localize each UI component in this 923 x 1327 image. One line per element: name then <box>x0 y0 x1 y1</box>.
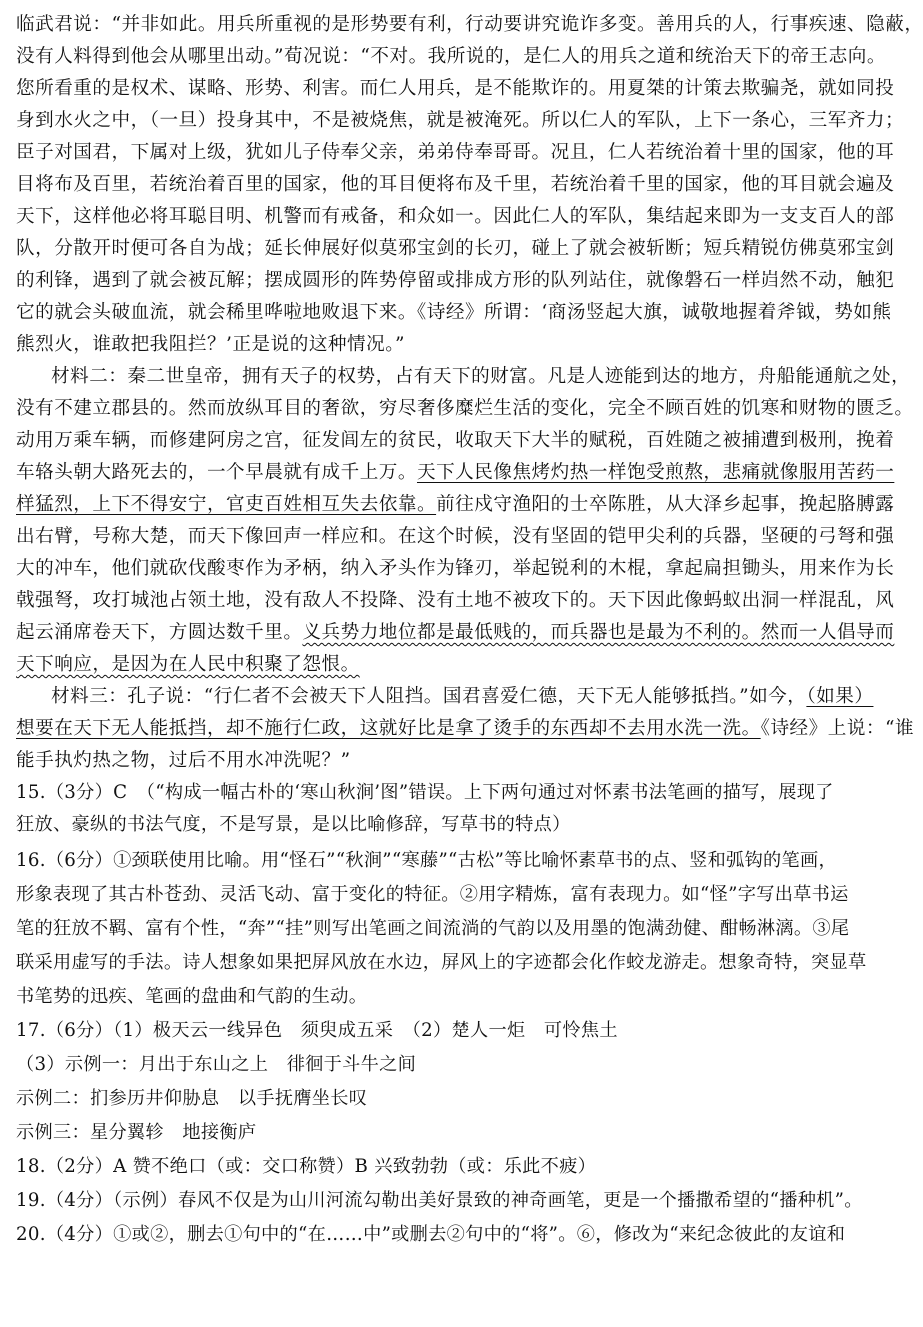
text-line: 笔的狂放不羁、富有个性，“奔”“挂”则写出笔画之间流淌的气韵以及用墨的饱满劲健、酣畅淋漓。③尾 <box>16 918 850 939</box>
text-line: 熊烈火，谁敢把我阻拦？’正是说的这种情况。” <box>16 334 405 355</box>
text-line: 没有不建立郡县的。然而放纵耳目的奢欲，穷尽奢侈糜烂生活的变化，完全不顾百姓的饥寒和财物的匮乏。 <box>16 398 914 419</box>
text-line: 示例三：星分翼轸 地接衡庐 <box>16 1122 257 1143</box>
text-line <box>16 650 884 680</box>
text-line: 能手执灼热之物，过后不用水冲洗呢？” <box>16 750 351 771</box>
text-line: 它的就会头破血流，就会稀里哗啦地败退下来。《诗经》所谓：‘商汤竖起大旗，诚敬地握着斧钺，势如熊 <box>16 302 892 323</box>
plain-text: 车辂头朝大路死去的，一个早晨就有成千上万。 <box>16 462 417 483</box>
text-line: 动用万乘车辆，而修建阿房之宫，征发闾左的贫民，收取天下大半的赋税，百姓随之被捕遭到极刑，挽着 <box>16 430 895 451</box>
plain-text: 前往戍守渔阳的士卒陈胜，从大泽乡起事，挽起胳膊露 <box>436 494 895 515</box>
answer-16: 16.（6分）①颈联使用比喻。用“怪石”“秋涧”“寒藤”“古松”等比喻怀素草书的点、竖和弧钩的笔画， <box>16 850 838 871</box>
text-line <box>16 618 895 648</box>
underlined-text: 想要在天下无人能抵挡，却不施行仁政，这就好比是拿了烫手的东西却不去用水洗一洗。 <box>16 718 761 739</box>
answer-20: 20.（4分）①或②，删去①句中的“在……中”或删去②句中的“将”。⑥，修改为“来纪念彼此的友谊和 <box>16 1224 846 1245</box>
text-line <box>16 490 895 520</box>
wavy-underlined-text: 天下响应，是因为在人民中积聚了怨恨。 <box>16 654 360 675</box>
text-line: 您所看重的是权术、谋略、形势、利害。而仁人用兵，是不能欺诈的。用夏桀的计策去欺骗尧，就如同投 <box>16 78 895 99</box>
answer-15: 15.（3分）C （“构成一幅古朴的‘寒山秋涧’图”错误。上下两句通过对怀素书法笔画的描写，展现了 <box>16 782 834 803</box>
text-line: 狂放、豪纵的书法气度，不是写景，是以比喻修辞，写草书的特点） <box>16 814 571 835</box>
text-line: 天下，这样他必将耳聪目明、机警而有戒备，和众如一。因此仁人的军队，集结起来即为一支支百人的部 <box>16 206 895 227</box>
underlined-text: （如果） <box>806 686 874 707</box>
text-line: 临武君说：“并非如此。用兵所重视的是形势要有利，行动要讲究诡诈多变。善用兵的人，行事疾速、隐蔽， <box>16 14 923 35</box>
text-line: 书笔势的迅疾、笔画的盘曲和气韵的生动。 <box>16 986 368 1007</box>
plain-text: 起云涌席卷天下，方圆达数千里。 <box>16 622 303 643</box>
answer-17: 17.（6分）（1）极天云一线异色 须臾成五采 （2）楚人一炬 可怜焦土 <box>16 1020 618 1041</box>
underlined-text: 样猛烈，上下不得安宁，官吏百姓相互失去依靠。 <box>16 494 437 515</box>
material-2-heading-line: 材料二：秦二世皇帝，拥有天子的权势，占有天下的财富。凡是人迹能到达的地方，舟船能通航之处， <box>51 366 911 387</box>
text-line: 戟强弩，攻打城池占领土地，没有敌人不投降、没有土地不被攻下的。天下因此像蚂蚁出洞一样混乱，风 <box>16 590 895 611</box>
text-line: 形象表现了其古朴苍劲、灵活飞动、富于变化的特征。②用字精炼，富有表现力。如“怪”字写出草书运 <box>16 884 849 905</box>
plain-text: 材料三：孔子说：“行仁者不会被天下人阻挡。国君喜爱仁德，天下无人能够抵挡。”如今， <box>51 686 807 707</box>
text-line: 队，分散开时便可各自为战；延长伸展好似莫邪宝剑的长刃，碰上了就会被斩断；短兵精锐仿佛莫邪宝剑 <box>16 238 895 259</box>
text-line: 没有人料得到他会从哪里出动。”荀况说：“不对。我所说的，是仁人的用兵之道和统治天下的帝王志向。 <box>16 46 886 67</box>
text-line: 联采用虚写的手法。诗人想象如果把屏风放在水边，屏风上的字迹都会化作蛟龙游走。想象奇特，突显草 <box>16 952 867 973</box>
text-line: 大的冲车，他们就砍伐酸枣作为矛柄，纳入矛头作为锋刃，举起锐利的木棍，拿起扁担锄头，用来作为长 <box>16 558 895 579</box>
text-line <box>16 458 895 488</box>
text-line: 出右臂，号称大楚，而天下像回声一样应和。在这个时候，没有坚固的铠甲尖利的兵器，坚硬的弓弩和强 <box>16 526 895 547</box>
wavy-underlined-text: 义兵势力地位都是最低贱的，而兵器也是最为不利的。然而一人倡导而 <box>302 622 895 643</box>
text-line <box>16 714 915 744</box>
underlined-text: 天下人民像焦烤灼热一样饱受煎熬，悲痛就像服用苦药一 <box>416 462 895 483</box>
text-line: 示例二：扪参历井仰胁息 以手抚膺坐长叹 <box>16 1088 368 1109</box>
material-3-heading-line <box>51 682 884 712</box>
answer-19: 19.（4分）（示例）春风不仅是为山川河流勾勒出美好景致的神奇画笔，更是一个播撒希望的“播种机”。 <box>16 1190 863 1211</box>
text-line: 臣子对国君，下属对上级，犹如儿子侍奉父亲，弟弟侍奉哥哥。况且，仁人若统治着十里的国家，他的耳 <box>16 142 895 163</box>
text-line: 的利锋，遇到了就会被瓦解；摆成圆形的阵势停留或排成方形的队列站住，就像磐石一样岿然不动，触犯 <box>16 270 895 291</box>
text-line: （3）示例一：月出于东山之上 徘徊于斗牛之间 <box>16 1054 417 1075</box>
plain-text: 《诗经》上说：“谁 <box>760 718 915 739</box>
answer-18: 18.（2分）A 赞不绝口（或：交口称赞）B 兴致勃勃（或：乐此不疲） <box>16 1156 597 1177</box>
text-line: 目将布及百里，若统治着百里的国家，他的耳目便将布及千里，若统治着千里的国家，他的耳目就会遍及 <box>16 174 895 195</box>
text-line: 身到水火之中，（一旦）投身其中，不是被烧焦，就是被淹死。所以仁人的军队，上下一条心，三军齐力； <box>16 110 905 131</box>
